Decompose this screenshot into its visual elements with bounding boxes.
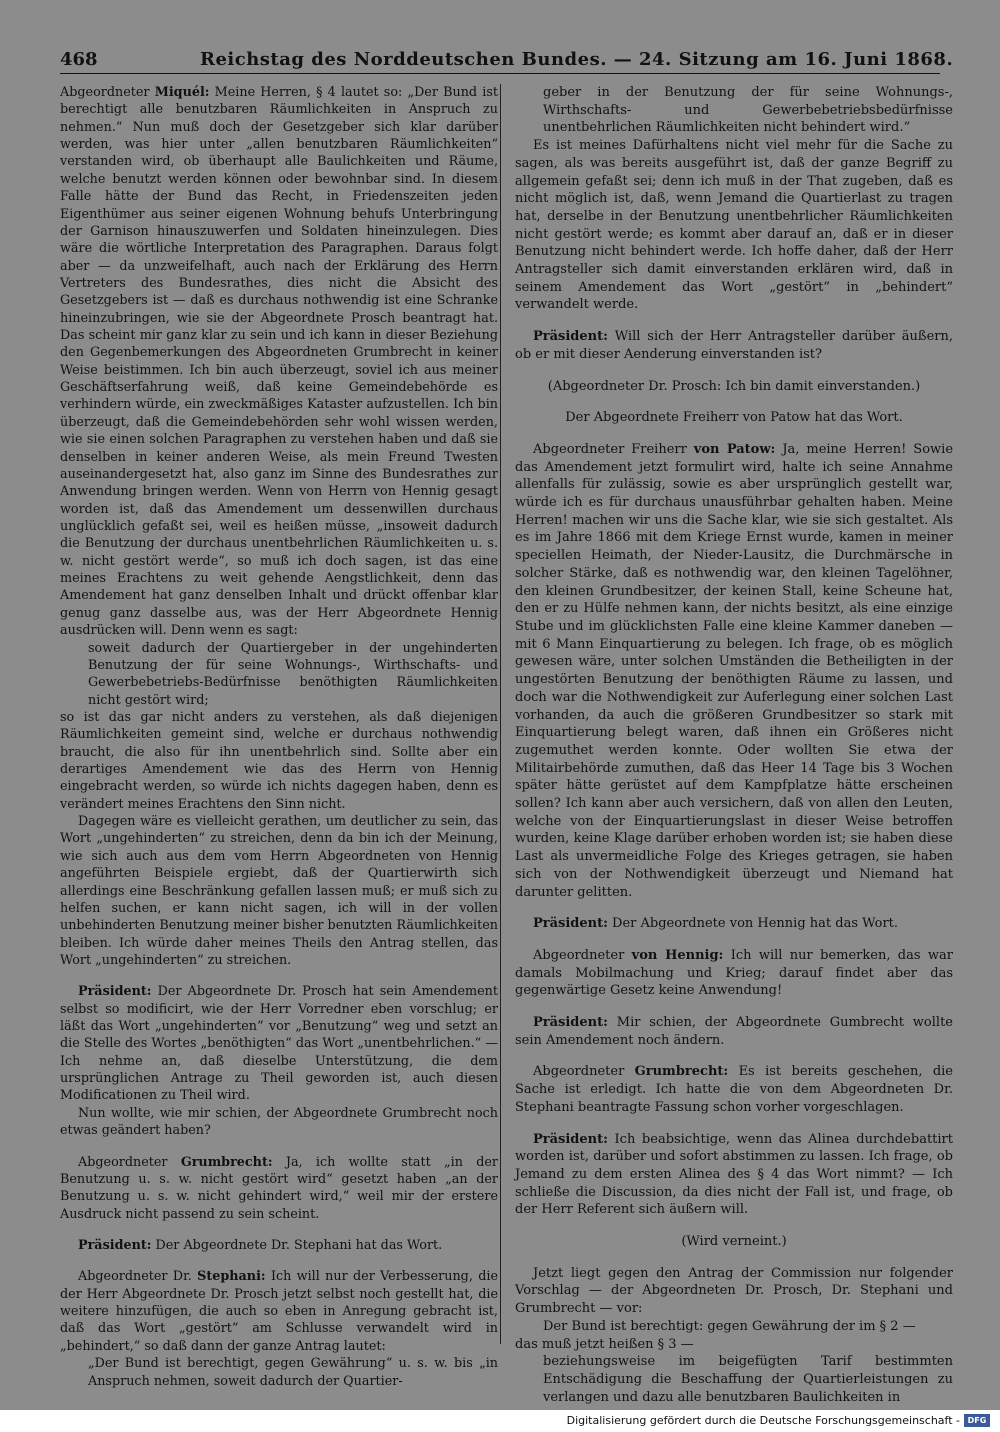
paragraph <box>515 328 953 363</box>
paragraph-text: Es ist bereits geschehen, die Sache ist erledigt. Ich hatte die von dem Abgeordneten Dr. Stephani beantragte Fassung schon vorher vorgeschlagen. <box>515 1064 953 1115</box>
paragraph-text: Meine Herren, § 4 lautet so: „Der Bund ist berechtigt alle benutzbaren Räumlichkeiten in Anspruch zu nehmen.“ Nun muß doch der Gesetzgeber sich klar darüber werden, was hier unter „allen benutzbaren Räumlichkeiten“ verstanden wird, ob überhaupt alle Baulichkeiten und Räume, welche benutzt werden können oder bewohnbar sind. In diesem Falle hätte der Bund das Recht, in Friedenszeiten jeden Eigenthümer aus seiner eigenen Wohnung behufs Unterbringung der Garnison hinauszuwerfen und Soldaten hineinzulegen. Dies wäre die wörtliche Interpretation des Paragraphen. Daraus folgt aber — da unzweifelhaft, auch nach der Erklärung des Herrn Vertreters des Bundesrathes, dies nicht die Absicht des Gesetzgebers ist — daß es durchaus nothwendig ist eine Schranke hineinzubringen, wie sie der Abgeordnete Prosch beantragt hat. Das scheint mir ganz klar zu sein und ich kann in dieser Beziehung den Gegenbemerkungen des Abgeordneten Grumbrecht in keiner Weise beistimmen. Ich bin auch überzeugt, soviel ich aus meiner Geschäftserfahrung weiß, daß keine Gemeindebehörde es verhindern würde, ein zweckmäßiges Kataster aufzustellen. Ich bin überzeugt, daß die Gemeindebehörden sehr wohl wissen werden, wie sie einen solchen Paragraphen zu verstehen haben und daß sie denselben in keiner anderen Weise, als mein Freund Twesten auseinandergesetzt hat, also ganz im Sinne des Bundesrathes zur Anwendung bringen werden. Wenn von Herrn von Hennig gesagt worden ist, daß das Amendement um dessenwillen durchaus unglücklich gefaßt sei, weil es heißen müsse, „insoweit dadurch die Benutzung der durchaus unentbehrlichen Räumlichkeiten u. s. w. nicht gestört werde“, so muß ich doch sagen, ist das eine meines Erachtens zu weit gehende Aengstlichkeit, denn das Amendement hat ganz denselben Inhalt und drückt offenbar klar genug ganz dasselbe aus, was der Herr Abgeordnete Hennig ausdrücken will. Denn wenn es sagt: <box>60 85 498 639</box>
speaker-name: Präsident: <box>78 984 152 1000</box>
paragraph <box>515 84 953 137</box>
paragraph-text: „Der Bund ist berechtigt, gegen Gewährung“ u. s. w. bis „in Anspruch nehmen, soweit dadurch der Quartier- <box>88 1356 498 1389</box>
paragraph <box>515 1318 953 1336</box>
paragraph-text: Der Bund ist berechtigt: gegen Gewährung der im § 2 — <box>543 1318 916 1334</box>
speaker-name: Präsident: <box>78 1238 152 1253</box>
paragraph-text: geber in der Benutzung der für seine Wohnungs-, Wirthschafts- und Gewerbebetriebsbedürfnisse unentbehrlichen Räumlichkeiten nicht behindert wird.“ <box>543 85 953 136</box>
paragraph-text: Der Abgeordnete Dr. Prosch hat sein Amendement selbst so modificirt, wie der Herr Vorredner eben vorschlug; er läßt das Wort „ungehinderten“ vor „Benutzung“ weg und setzt an die Stelle des Wortes „benöthigten“ das Wort „unentbehrlichen.“ — Ich nehme an, daß dieselbe Unterstützung, die dem ursprünglichen Antrage zu Theil geworden ist, auch diesen Modificationen zu Theil wird. <box>60 984 498 1104</box>
paragraph <box>60 640 498 709</box>
paragraph-text: (Abgeordneter Dr. Prosch: Ich bin damit einverstanden.) <box>547 378 921 394</box>
speaker-name: Stephani: <box>197 1269 266 1285</box>
paragraph <box>515 378 953 396</box>
paragraph <box>60 1105 498 1140</box>
speaker-name: Präsident: <box>533 1131 608 1147</box>
paragraph <box>60 1355 498 1390</box>
speaker-name: von Hennig: <box>631 947 724 963</box>
paragraph <box>60 1268 498 1355</box>
speaker-prefix: Abgeordneter <box>533 947 632 963</box>
paragraph <box>515 1014 953 1049</box>
paragraph-text: beziehungsweise im beigefügten Tarif bestimmten Entschädigung die Beschaffung der Quartierleistungen zu verlangen und dazu alle benutzbaren Baulichkeiten in <box>543 1354 953 1405</box>
page-title: Reichstag des Norddeutschen Bundes. — 24. Sitzung am 16. Juni 1868. <box>200 49 954 70</box>
paragraph <box>515 409 953 427</box>
left-column <box>60 84 498 1390</box>
paragraph-text: Es ist meines Dafürhaltens nicht viel mehr für die Sache zu sagen, als was bereits ausgeführt ist, daß der ganze Begriff zu allgemein gefaßt sei; denn ich muß in der That zugeben, daß es nicht möglich ist, daß, wenn Jemand die Quartierlast zu tragen hat, derselbe in der Benutzung unentbehrlicher Räumlichkeiten nicht gestört werde; es kommt aber darauf an, daß er in dieser Benutzung nicht behindert werde. Ich hoffe daher, daß der Herr Antragsteller sich damit einverstanden erklären wird, daß in seinem Amendement das Wort „gestört“ in „behindert“ verwandelt werde. <box>515 138 953 313</box>
paragraph-text: Jetzt liegt gegen den Antrag der Commission nur folgender Vorschlag — der Abgeordneten Dr. Prosch, Dr. Stephani und Grumbrecht — vor: <box>515 1265 953 1317</box>
paragraph <box>515 1353 953 1406</box>
paragraph-text: Ich will nur der Verbesserung, die der Herr Abgeordnete Dr. Prosch jetzt selbst noch gestellt hat, die weitere hinzufügen, die auch so eben in Anregung gebracht ist, daß das Wort „gestört“ am Schlusse verwandelt wird in „behindert,“ so daß dann der ganze Antrag lautet: <box>60 1269 498 1354</box>
paragraph-text: das muß jetzt heißen § 3 — <box>515 1336 694 1352</box>
paragraph-text: Ich will nur bemerken, das war damals Mobilmachung und Krieg; darauf findet aber das gegenwärtige Gesetz keine Anwendung! <box>515 947 953 999</box>
speaker-prefix: Abgeordneter <box>78 1154 181 1170</box>
right-column <box>515 84 953 1406</box>
page-header <box>60 45 954 74</box>
paragraph <box>60 709 498 813</box>
footer-credit: Digitalisierung gefördert durch die Deutsche Forschungsgemeinschaft - <box>566 1414 960 1427</box>
speaker-name: Grumbrecht: <box>634 1064 729 1080</box>
paragraph <box>515 1063 953 1116</box>
paragraph <box>515 137 953 314</box>
paragraph <box>515 1265 953 1318</box>
paragraph-text: Der Abgeordnete Freiherr von Patow hat das Wort. <box>565 410 903 426</box>
speaker-name: Miquél: <box>154 85 210 100</box>
speaker-name: Präsident: <box>533 329 608 345</box>
paragraph <box>515 1336 953 1354</box>
paragraph-text: Der Abgeordnete Dr. Stephani hat das Wort. <box>151 1238 443 1253</box>
paragraph <box>515 1131 953 1220</box>
paragraph <box>515 1233 953 1251</box>
paragraph <box>60 1154 498 1223</box>
paragraph-text: Ich beabsichtige, wenn das Alinea durchdebattirt worden ist, darüber und sofort abstimmen zu lassen. Ich frage, ob Jemand zu dem ersten Alinea des § 4 das Wort nimmt? — Ich schließe die Discussion, da dies nicht der Fall ist, und frage, ob der Herr Referent sich äußern will. <box>515 1131 953 1218</box>
paragraph-text: so ist das gar nicht anders zu verstehen, als daß diejenigen Räumlichkeiten gemeint sind, welche er durchaus nothwendig braucht, die also für ihn unentbehrlich sind. Sollte aber ein derartiges Amendement wie das des Herrn von Hennig eingebracht werden, so würde ich nichts dagegen haben, denn es verändert meines Erachtens den Sinn nicht. <box>60 709 498 812</box>
paragraph-text: soweit dadurch der Quartiergeber in der ungehinderten Benutzung der für seine Wohnungs-, Wirthschafts- und Gewerbebetriebs-Bedürfnisse benöthigten Räumlichkeiten nicht gestört wird; <box>88 640 498 708</box>
speaker-prefix: Abgeordneter <box>60 85 155 100</box>
paragraph-text: Der Abgeordnete von Hennig hat das Wort. <box>607 916 899 932</box>
paragraph <box>60 813 498 969</box>
paragraph <box>60 983 498 1105</box>
paragraph-text: Dagegen wäre es vielleicht gerathen, um deutlicher zu sein, das Wort „ungehinderten“ zu streichen, denn da bin ich der Meinung, wie sich auch aus dem vom Herrn Abgeordneten von Hennig angeführten Beispiele ergiebt, daß der Quartierwirth sich allerdings eine Beschränkung gefallen lassen muß; er muß sich zu helfen suchen, er kann nicht sagen, ich will in der vollen unbehinderten Benutzung meiner bisher benutzten Räumlichkeiten bleiben. Ich würde daher meines Theils den Antrag stellen, das Wort „ungehinderten“ zu streichen. <box>60 814 498 968</box>
dfg-logo: DFG <box>964 1414 990 1427</box>
speaker-name: Präsident: <box>533 916 608 932</box>
speaker-name: Präsident: <box>533 1015 608 1031</box>
paragraph <box>60 1237 498 1254</box>
paragraph-text: Mir schien, der Abgeordnete Gumbrecht wollte sein Amendement noch ändern. <box>515 1015 953 1048</box>
speaker-name: von Patow: <box>693 441 776 457</box>
paragraph-text: Will sich der Herr Antragsteller darüber äußern, ob er mit dieser Aenderung einverstanden ist? <box>515 329 953 362</box>
page-number: 468 <box>60 49 98 70</box>
paragraph <box>515 947 953 1000</box>
paragraph <box>515 441 953 901</box>
speaker-prefix: Abgeordneter <box>533 1064 635 1080</box>
footer-bar <box>0 1410 1000 1432</box>
paragraph-text: Ja, ich wollte statt „in der Benutzung u. s. w. nicht gestört wird“ gesetzt haben „an der Benutzung u. s. w. nicht gehindert wird,“ weil mir der erstere Ausdruck nicht passend zu sein scheint. <box>60 1154 499 1222</box>
speaker-name: Grumbrecht: <box>180 1154 273 1170</box>
paragraph <box>60 84 498 640</box>
paragraph-text: Nun wollte, wie mir schien, der Abgeordnete Grumbrecht noch etwas geändert haben? <box>60 1105 498 1139</box>
speaker-prefix: Abgeordneter Dr. <box>78 1269 198 1285</box>
paragraph <box>515 915 953 933</box>
paragraph-text: Ja, meine Herren! Sowie das Amendement jetzt formulirt wird, halte ich seine Annahme allenfalls für zulässig, sowie es aber ursprünglich gestellt war, würde ich es für durchaus unausführbar gehalten haben. Meine Herren! machen wir uns die Sache klar, wie sie sich gestaltet. Als es im Jahre 1866 mit dem Kriege Ernst wurde, kamen in meiner speciellen Heimath, der Nieder-Lausitz, die Durchmärsche in solcher Stärke, daß es nothwendig war, den kleinen Tagelöhner, den kleinen Grundbesitzer, der keinen Stall, keine Scheune hat, den er zu Hülfe nehmen kann, der nichts besitzt, als eine einzige Stube und im glücklichsten Falle eine kleine Kammer daneben — mit 6 Mann Einquartierung zu belegen. Ich frage, ob es möglich gewesen wäre, unter solchen Umständen die Betheiligten in der ungestörten Benutzung der benöthigten Räume zu lassen, und doch war die Nothwendigkeit zur Auferlegung einer solchen Last vorhanden, da auch die größeren Grundbesitzer so stark mit Einquartierung belegt waren, daß ihnen ein Größeres nicht zugemuthet werden konnte. Oder wollten Sie etwa der Militairbehörde zumuthen, daß das Heer 14 Tage bis 3 Wochen später hätte gerüstet auf dem Kampfplatze hätte erscheinen sollen? Ich kann aber auch versichern, daß von allen den Leuten, welche von der Einquartierungslast in dieser Weise betroffen wurden, keine Klage darüber erhoben worden ist; sie haben diese Last als unvermeidliche Folge des Krieges getragen, sie haben sich von der Nothwendigkeit überzeugt und Niemand hat darunter gelitten. <box>515 441 954 900</box>
column-divider <box>500 84 501 1344</box>
speaker-prefix: Abgeordneter Freiherr <box>533 441 694 457</box>
paragraph-text: (Wird verneint.) <box>681 1234 787 1250</box>
